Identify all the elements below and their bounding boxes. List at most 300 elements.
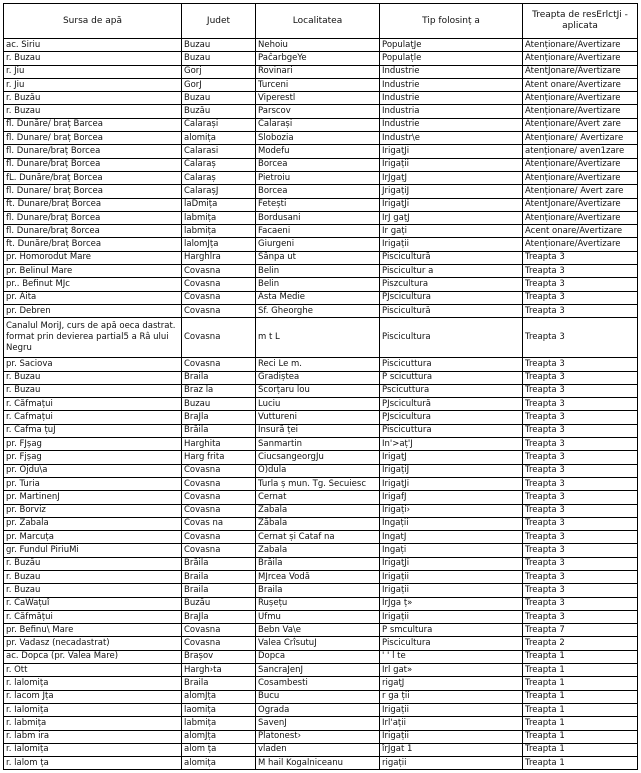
cell-locality: Platonest› bbox=[256, 730, 380, 743]
cell-county: lalomJța bbox=[182, 238, 256, 251]
table-row bbox=[4, 132, 638, 145]
cell-locality: Viperestl bbox=[256, 92, 380, 105]
cell-restriction-level: Atenționare/Avertizare bbox=[523, 105, 638, 118]
cell-water-source: r. Buzau bbox=[4, 105, 182, 118]
cell-county: Buzau bbox=[182, 39, 256, 52]
cell-restriction-level: Treapta 1 bbox=[523, 690, 638, 703]
cell-locality: Ufmu bbox=[256, 610, 380, 623]
table-row bbox=[4, 251, 638, 264]
cell-locality: Luciu bbox=[256, 398, 380, 411]
cell-restriction-level: Treapta 1 bbox=[523, 664, 638, 677]
cell-county: Calaraș bbox=[182, 158, 256, 171]
cell-usage-type: Piscicultură bbox=[380, 304, 523, 317]
cell-usage-type: Populațle bbox=[380, 52, 523, 65]
cell-water-source: r. Buzău bbox=[4, 557, 182, 570]
header-restriction-level: Treapta de resErlctJi - aplicata bbox=[523, 4, 638, 39]
cell-locality: Borcea bbox=[256, 158, 380, 171]
cell-water-source: pr. Zabala bbox=[4, 517, 182, 530]
cell-county: Covasna bbox=[182, 304, 256, 317]
cell-water-source: pr. Befinu\ Mare bbox=[4, 624, 182, 637]
cell-restriction-level: Treapta 3 bbox=[523, 544, 638, 557]
table-row bbox=[4, 557, 638, 570]
table-row bbox=[4, 411, 638, 424]
cell-restriction-level: Treapta 3 bbox=[523, 304, 638, 317]
cell-water-source: r. Cafmațui bbox=[4, 411, 182, 424]
cell-locality: Bebn Va\e bbox=[256, 624, 380, 637]
cell-usage-type: Piscicuttura bbox=[380, 358, 523, 371]
cell-county: Covasna bbox=[182, 358, 256, 371]
cell-restriction-level: Treapta 3 bbox=[523, 411, 638, 424]
table-row bbox=[4, 265, 638, 278]
cell-water-source: ac. Siriu bbox=[4, 39, 182, 52]
cell-restriction-level: Treapta 3 bbox=[523, 265, 638, 278]
table-row bbox=[4, 39, 638, 52]
cell-usage-type: IngatJ bbox=[380, 531, 523, 544]
cell-locality: Facaeni bbox=[256, 225, 380, 238]
cell-water-source: ft. Dunăre/braț Borcea bbox=[4, 238, 182, 251]
cell-restriction-level: Treapta 3 bbox=[523, 371, 638, 384]
table-row bbox=[4, 451, 638, 464]
cell-county: Covasna bbox=[182, 464, 256, 477]
cell-locality: Belin bbox=[256, 278, 380, 291]
cell-usage-type: Irl'ații bbox=[380, 717, 523, 730]
cell-usage-type: IrigațJi bbox=[380, 557, 523, 570]
cell-locality: Cosambesti bbox=[256, 677, 380, 690]
cell-usage-type: Industrie bbox=[380, 65, 523, 78]
cell-locality: Giurgeni bbox=[256, 238, 380, 251]
cell-restriction-level: Treapta 3 bbox=[523, 451, 638, 464]
cell-restriction-level: Treapta 3 bbox=[523, 278, 638, 291]
table-row bbox=[4, 278, 638, 291]
cell-usage-type: Industrie bbox=[380, 118, 523, 131]
cell-restriction-level: Treapta 3 bbox=[523, 610, 638, 623]
table-row bbox=[4, 703, 638, 716]
cell-county: Covasna bbox=[182, 265, 256, 278]
cell-water-source: r. Căfmațui bbox=[4, 398, 182, 411]
cell-locality: Calarași bbox=[256, 118, 380, 131]
cell-water-source: r. Jiu bbox=[4, 78, 182, 91]
cell-county: alomJța bbox=[182, 690, 256, 703]
cell-water-source: fl. Dunare/braț Borcea bbox=[4, 145, 182, 158]
cell-restriction-level: Atenționare/ Avert zare bbox=[523, 185, 638, 198]
cell-county: Covasna bbox=[182, 531, 256, 544]
cell-restriction-level: atenționare/ aven1zare bbox=[523, 145, 638, 158]
cell-water-source: r. Jiu bbox=[4, 65, 182, 78]
cell-water-source: ac. Dopca (pr. Valea Mare) bbox=[4, 650, 182, 663]
cell-water-source: Canalul MoriJ, curs de apă oeca dastrat. format prin devierea partial5 a Râ ului Negru bbox=[4, 318, 182, 358]
cell-water-source: gr. Fundul PiriuMi bbox=[4, 544, 182, 557]
cell-usage-type: IrigațJ bbox=[380, 451, 523, 464]
cell-locality: Valea CrîsutuJ bbox=[256, 637, 380, 650]
cell-locality: Dopca bbox=[256, 650, 380, 663]
cell-restriction-level: Treapta 1 bbox=[523, 703, 638, 716]
table-row bbox=[4, 690, 638, 703]
cell-restriction-level: Treapta 3 bbox=[523, 251, 638, 264]
cell-county: alomița bbox=[182, 132, 256, 145]
cell-locality: Fetești bbox=[256, 198, 380, 211]
table-row bbox=[4, 65, 638, 78]
cell-restriction-level: AtentJonare/Avertizare bbox=[523, 198, 638, 211]
cell-locality: Zăbala bbox=[256, 517, 380, 530]
cell-water-source: pr. Debren bbox=[4, 304, 182, 317]
table-row bbox=[4, 597, 638, 610]
cell-locality: Vuttureni bbox=[256, 411, 380, 424]
table-row bbox=[4, 92, 638, 105]
cell-usage-type: Industrie bbox=[380, 78, 523, 91]
table-row bbox=[4, 544, 638, 557]
cell-usage-type: rigații bbox=[380, 757, 523, 770]
cell-restriction-level: Treapta 3 bbox=[523, 291, 638, 304]
cell-restriction-level: Atenționare/Avertizare bbox=[523, 211, 638, 224]
cell-locality: Zabala bbox=[256, 504, 380, 517]
cell-water-source: pr. Turia bbox=[4, 477, 182, 490]
table-row bbox=[4, 531, 638, 544]
cell-county: Harghita bbox=[182, 438, 256, 451]
table-row bbox=[4, 171, 638, 184]
cell-usage-type: PopulațJe bbox=[380, 39, 523, 52]
cell-county: Covasna bbox=[182, 624, 256, 637]
table-row bbox=[4, 757, 638, 770]
cell-water-source: r. Buzau bbox=[4, 584, 182, 597]
table-row bbox=[4, 637, 638, 650]
cell-county: Covasna bbox=[182, 637, 256, 650]
cell-locality: Gradiștea bbox=[256, 371, 380, 384]
cell-water-source: pr. Fjșag bbox=[4, 451, 182, 464]
cell-county: Gorj bbox=[182, 65, 256, 78]
cell-water-source: r. Buzău bbox=[4, 92, 182, 105]
table-row bbox=[4, 570, 638, 583]
table-row bbox=[4, 105, 638, 118]
table-row bbox=[4, 304, 638, 317]
cell-usage-type: Irigații bbox=[380, 610, 523, 623]
cell-water-source: pr. FJșag bbox=[4, 438, 182, 451]
cell-restriction-level: Atenționare/Avertizare bbox=[523, 171, 638, 184]
cell-usage-type: Industrie bbox=[380, 92, 523, 105]
cell-locality: Cernat bbox=[256, 491, 380, 504]
cell-usage-type: IrigațiJ bbox=[380, 464, 523, 477]
cell-restriction-level: Treapta 3 bbox=[523, 477, 638, 490]
cell-county: Covasna bbox=[182, 544, 256, 557]
cell-usage-type: Irigații bbox=[380, 158, 523, 171]
cell-county: BraJla bbox=[182, 411, 256, 424]
cell-restriction-level: Treapta 3 bbox=[523, 398, 638, 411]
cell-locality: PaĉarbgeYe bbox=[256, 52, 380, 65]
cell-locality: MJrcea Vodă bbox=[256, 570, 380, 583]
cell-locality: Cernat și Cataf na bbox=[256, 531, 380, 544]
cell-usage-type: Piscicultura bbox=[380, 318, 523, 358]
table-row bbox=[4, 677, 638, 690]
cell-usage-type: Irigații bbox=[380, 730, 523, 743]
cell-county: Braila bbox=[182, 584, 256, 597]
cell-restriction-level: Treapta 1 bbox=[523, 717, 638, 730]
cell-restriction-level: Treapta 3 bbox=[523, 491, 638, 504]
header-locality: Localitatea bbox=[256, 4, 380, 39]
cell-locality: Sf. Gheorghe bbox=[256, 304, 380, 317]
cell-county: Calaraș bbox=[182, 171, 256, 184]
cell-county: Braila bbox=[182, 570, 256, 583]
table-row bbox=[4, 52, 638, 65]
cell-usage-type: Irl gat» bbox=[380, 664, 523, 677]
header-water-source: Sursa de apă bbox=[4, 4, 182, 39]
cell-county: Brăila bbox=[182, 557, 256, 570]
cell-usage-type: Irigații bbox=[380, 570, 523, 583]
cell-locality: Parscov bbox=[256, 105, 380, 118]
cell-usage-type: IrigațJi bbox=[380, 198, 523, 211]
table-row bbox=[4, 517, 638, 530]
cell-usage-type: Piscicuttura bbox=[380, 424, 523, 437]
cell-usage-type: Industria bbox=[380, 105, 523, 118]
table-row bbox=[4, 504, 638, 517]
cell-usage-type: PJscicultura bbox=[380, 411, 523, 424]
cell-water-source: r. lalomița bbox=[4, 677, 182, 690]
cell-locality: SavenJ bbox=[256, 717, 380, 730]
cell-water-source: r. Buzau bbox=[4, 570, 182, 583]
cell-usage-type: IrigațJi bbox=[380, 477, 523, 490]
cell-locality: Slobozia bbox=[256, 132, 380, 145]
cell-restriction-level: Treapta 1 bbox=[523, 743, 638, 756]
cell-locality: Turla ș mun. Tg. Secuiesc bbox=[256, 477, 380, 490]
cell-restriction-level: Treapta 1 bbox=[523, 650, 638, 663]
cell-water-source: r. Cafma țuJ bbox=[4, 424, 182, 437]
cell-water-source: r. Ialomița bbox=[4, 703, 182, 716]
cell-water-source: pr. Borviz bbox=[4, 504, 182, 517]
cell-locality: Bucu bbox=[256, 690, 380, 703]
cell-county: Covasna bbox=[182, 491, 256, 504]
cell-locality: Rovinari bbox=[256, 65, 380, 78]
cell-locality: Nehoiu bbox=[256, 39, 380, 52]
cell-usage-type: Piscicultura bbox=[380, 637, 523, 650]
cell-usage-type: IrJ gațJ bbox=[380, 211, 523, 224]
header-usage-type: Tip folosinț a bbox=[380, 4, 523, 39]
cell-water-source: fL. Dunăre/braț Borcea bbox=[4, 171, 182, 184]
cell-county: laDmița bbox=[182, 198, 256, 211]
cell-usage-type: Irigații bbox=[380, 238, 523, 251]
cell-restriction-level: Treapta 3 bbox=[523, 464, 638, 477]
table-row bbox=[4, 185, 638, 198]
cell-usage-type: ' ' l te bbox=[380, 650, 523, 663]
cell-water-source: pr. MartinenJ bbox=[4, 491, 182, 504]
cell-usage-type: PJscicultură bbox=[380, 398, 523, 411]
cell-usage-type: r ga ții bbox=[380, 690, 523, 703]
cell-locality: CiucsangeorgJu bbox=[256, 451, 380, 464]
cell-county: Covas na bbox=[182, 517, 256, 530]
table-row bbox=[4, 438, 638, 451]
cell-usage-type: P smcultura bbox=[380, 624, 523, 637]
cell-locality: Scorțaru lou bbox=[256, 384, 380, 397]
cell-water-source: r. Ott bbox=[4, 664, 182, 677]
table-body bbox=[4, 39, 638, 770]
table-row bbox=[4, 238, 638, 251]
table-row bbox=[4, 610, 638, 623]
cell-usage-type: PJscicultura bbox=[380, 291, 523, 304]
cell-county: labmița bbox=[182, 211, 256, 224]
cell-locality: Pietroiu bbox=[256, 171, 380, 184]
cell-locality: Reci Le m. bbox=[256, 358, 380, 371]
cell-locality: Zabala bbox=[256, 544, 380, 557]
cell-county: alomJța bbox=[182, 730, 256, 743]
cell-usage-type: Ingații bbox=[380, 517, 523, 530]
table-row bbox=[4, 491, 638, 504]
cell-county: labmița bbox=[182, 717, 256, 730]
cell-restriction-level: Atenționare/Avertizare bbox=[523, 158, 638, 171]
cell-usage-type: Piszcultura bbox=[380, 278, 523, 291]
cell-water-source: r. Căfmățui bbox=[4, 610, 182, 623]
cell-locality: Modefu bbox=[256, 145, 380, 158]
cell-county: BraJla bbox=[182, 610, 256, 623]
cell-county: Braila bbox=[182, 677, 256, 690]
cell-locality: SancraJenJ bbox=[256, 664, 380, 677]
cell-restriction-level: Treapta 1 bbox=[523, 757, 638, 770]
table-row bbox=[4, 158, 638, 171]
table-row bbox=[4, 464, 638, 477]
cell-county: Braz la bbox=[182, 384, 256, 397]
cell-water-source: fl. Dunare/braț 8orcea bbox=[4, 225, 182, 238]
table-row bbox=[4, 371, 638, 384]
cell-restriction-level: Atenționare/ Avertizare bbox=[523, 132, 638, 145]
cell-usage-type: IrJgațJ bbox=[380, 171, 523, 184]
table-row bbox=[4, 291, 638, 304]
table-row bbox=[4, 624, 638, 637]
cell-restriction-level: Treapta 3 bbox=[523, 438, 638, 451]
cell-restriction-level: Treapta 3 bbox=[523, 557, 638, 570]
cell-usage-type: rigațJ bbox=[380, 677, 523, 690]
cell-water-source: r. CaWațuî bbox=[4, 597, 182, 610]
cell-restriction-level: Atenționare/Avert zare bbox=[523, 118, 638, 131]
cell-county: Buzău bbox=[182, 597, 256, 610]
cell-restriction-level: Treapta 1 bbox=[523, 677, 638, 690]
cell-water-source: pr. Belinul Mare bbox=[4, 265, 182, 278]
cell-restriction-level: Atenționare/Avertizare bbox=[523, 52, 638, 65]
header-county: Judet bbox=[182, 4, 256, 39]
cell-locality: Brăila bbox=[256, 557, 380, 570]
table-row bbox=[4, 145, 638, 158]
table-row bbox=[4, 584, 638, 597]
cell-usage-type: Piscicultură bbox=[380, 251, 523, 264]
cell-water-source: pr.. Befinut MJc bbox=[4, 278, 182, 291]
cell-water-source: pr. Saciova bbox=[4, 358, 182, 371]
cell-locality: Insură ței bbox=[256, 424, 380, 437]
cell-county: Hargh›ta bbox=[182, 664, 256, 677]
cell-locality: Asta Medie bbox=[256, 291, 380, 304]
table-row bbox=[4, 424, 638, 437]
cell-county: Buzau bbox=[182, 92, 256, 105]
cell-usage-type: JrigațiJ bbox=[380, 185, 523, 198]
cell-locality: Belin bbox=[256, 265, 380, 278]
table-row bbox=[4, 717, 638, 730]
cell-water-source: pr. Marcuța bbox=[4, 531, 182, 544]
cell-usage-type: In'>aț'J bbox=[380, 438, 523, 451]
cell-county: Covasna bbox=[182, 504, 256, 517]
cell-county: laomița bbox=[182, 703, 256, 716]
cell-usage-type: Irigații bbox=[380, 584, 523, 597]
water-restrictions-table bbox=[3, 3, 638, 770]
cell-restriction-level: Atent onare/Avertizare bbox=[523, 78, 638, 91]
cell-locality: Bordusani bbox=[256, 211, 380, 224]
cell-usage-type: Irigații bbox=[380, 703, 523, 716]
table-row bbox=[4, 730, 638, 743]
cell-restriction-level: Treapta 3 bbox=[523, 597, 638, 610]
cell-restriction-level: Treapta 3 bbox=[523, 318, 638, 358]
cell-usage-type: îrJgat 1 bbox=[380, 743, 523, 756]
cell-county: Buzău bbox=[182, 105, 256, 118]
cell-locality: Rușețu bbox=[256, 597, 380, 610]
cell-county: GorJ bbox=[182, 78, 256, 91]
cell-water-source: pr. Aita bbox=[4, 291, 182, 304]
cell-restriction-level: Treapta 3 bbox=[523, 517, 638, 530]
cell-restriction-level: Treapta 3 bbox=[523, 358, 638, 371]
cell-water-source: ft. Dunare/braț Borcea bbox=[4, 198, 182, 211]
table-row bbox=[4, 118, 638, 131]
cell-water-source: r. Buzau bbox=[4, 384, 182, 397]
cell-county: Covasna bbox=[182, 278, 256, 291]
cell-locality: vladen bbox=[256, 743, 380, 756]
cell-county: Calarasi bbox=[182, 145, 256, 158]
cell-usage-type: P scicuttura bbox=[380, 371, 523, 384]
cell-water-source: r. labm ira bbox=[4, 730, 182, 743]
table-row bbox=[4, 743, 638, 756]
cell-usage-type: Ir gați bbox=[380, 225, 523, 238]
cell-water-source: fl. Dunare/braț Borcea bbox=[4, 211, 182, 224]
cell-usage-type: Piscicultur a bbox=[380, 265, 523, 278]
table-row bbox=[4, 664, 638, 677]
table-row bbox=[4, 477, 638, 490]
cell-county: Covasna bbox=[182, 318, 256, 358]
cell-restriction-level: Treapta 1 bbox=[523, 730, 638, 743]
cell-county: Brașov bbox=[182, 650, 256, 663]
cell-county: Braila bbox=[182, 371, 256, 384]
cell-water-source: pr. Ojdu\a bbox=[4, 464, 182, 477]
cell-usage-type: Pscicuttura bbox=[380, 384, 523, 397]
cell-water-source: fl. Dunare/braț Borcea bbox=[4, 158, 182, 171]
cell-restriction-level: Atenționare/Avertizare bbox=[523, 39, 638, 52]
cell-restriction-level: Treapta 3 bbox=[523, 584, 638, 597]
cell-usage-type: Ingați bbox=[380, 544, 523, 557]
cell-locality: Borcea bbox=[256, 185, 380, 198]
table-row bbox=[4, 650, 638, 663]
cell-water-source: pr. Homorodut Mare bbox=[4, 251, 182, 264]
cell-water-source: pr. Vadasz (necadastrat) bbox=[4, 637, 182, 650]
table-row bbox=[4, 358, 638, 371]
cell-restriction-level: Treapta 7 bbox=[523, 624, 638, 637]
table-row bbox=[4, 398, 638, 411]
table-row bbox=[4, 78, 638, 91]
cell-restriction-level: AtentJonare/Avertizare bbox=[523, 65, 638, 78]
cell-water-source: r. Buzau bbox=[4, 52, 182, 65]
cell-restriction-level: Treapta 2 bbox=[523, 637, 638, 650]
cell-water-source: fl. Dunare/ braț Borcea bbox=[4, 185, 182, 198]
cell-restriction-level: Treapta 3 bbox=[523, 504, 638, 517]
cell-county: alomița bbox=[182, 757, 256, 770]
cell-locality: Braila bbox=[256, 584, 380, 597]
cell-county: Brăila bbox=[182, 424, 256, 437]
cell-restriction-level: Atenționare/Avertizare bbox=[523, 238, 638, 251]
cell-water-source: r. Buzau bbox=[4, 371, 182, 384]
cell-usage-type: Industr\e bbox=[380, 132, 523, 145]
cell-county: alom ța bbox=[182, 743, 256, 756]
table-row bbox=[4, 198, 638, 211]
cell-locality: M hail Kogalniceanu bbox=[256, 757, 380, 770]
cell-county: Harghlra bbox=[182, 251, 256, 264]
cell-county: Covasna bbox=[182, 291, 256, 304]
cell-water-source: r. labmița bbox=[4, 717, 182, 730]
table-row bbox=[4, 211, 638, 224]
cell-water-source: r. lacom Jța bbox=[4, 690, 182, 703]
cell-county: Harg frita bbox=[182, 451, 256, 464]
cell-locality: Sanmartin bbox=[256, 438, 380, 451]
cell-water-source: r. Ialomița bbox=[4, 743, 182, 756]
cell-water-source: fl. Dunare/ braț Borcea bbox=[4, 132, 182, 145]
cell-locality: m t L bbox=[256, 318, 380, 358]
